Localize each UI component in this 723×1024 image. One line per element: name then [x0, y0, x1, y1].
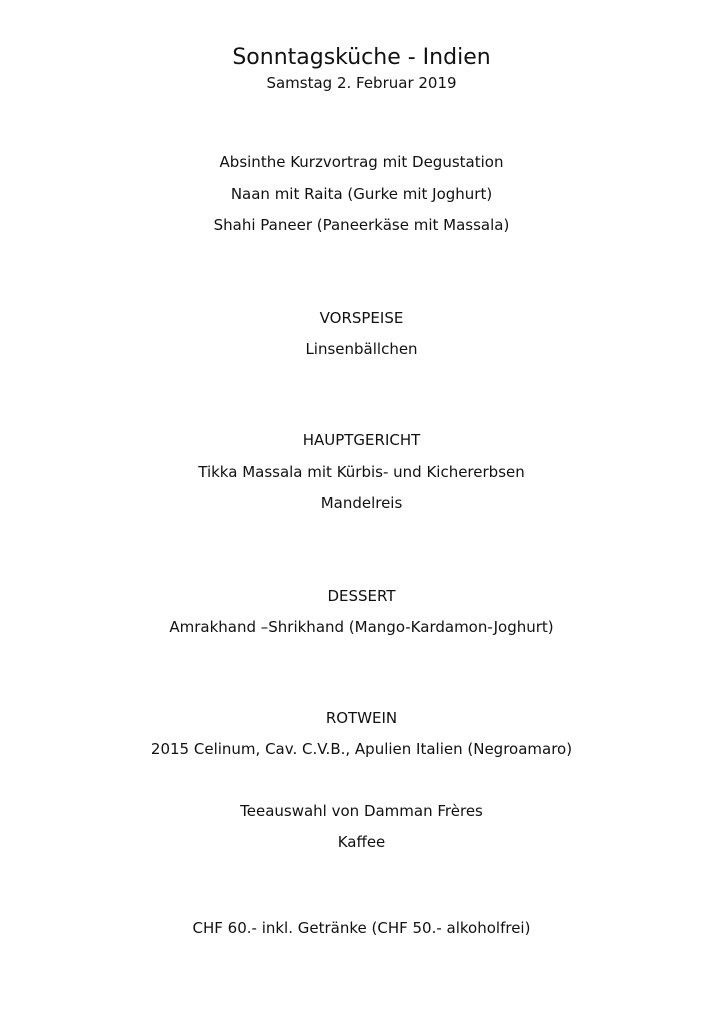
rotwein-item-1: 2015 Celinum, Cav. C.V.B., Apulien Italien (Negroamaro): [150, 740, 573, 758]
hauptgericht-item-1: Tikka Massala mit Kürbis- und Kichererbsen: [198, 463, 525, 481]
price-note: CHF 60.- inkl. Getränke (CHF 50.- alkoholfrei): [192, 919, 531, 937]
vorspeise-item-1: Linsenbällchen: [305, 340, 418, 358]
getraenke-item-2: Kaffee: [337, 833, 386, 851]
rotwein-heading: ROTWEIN: [325, 709, 398, 727]
dessert-item-1: Amrakhand –Shrikhand (Mango-Kardamon-Joghurt): [169, 618, 554, 636]
page-title: Sonntagsküche - Indien: [232, 45, 491, 70]
aperitif-item-3: Shahi Paneer (Paneerkäse mit Massala): [213, 216, 510, 234]
hauptgericht-item-2: Mandelreis: [320, 494, 403, 512]
hauptgericht-heading: HAUPTGERICHT: [302, 431, 421, 449]
event-date: Samstag 2. Februar 2019: [266, 74, 457, 92]
aperitif-item-1: Absinthe Kurzvortrag mit Degustation: [219, 153, 504, 171]
dessert-heading: DESSERT: [327, 587, 396, 605]
vorspeise-heading: VORSPEISE: [319, 309, 404, 327]
aperitif-item-2: Naan mit Raita (Gurke mit Joghurt): [230, 185, 493, 203]
getraenke-item-1: Teeauswahl von Damman Frères: [240, 802, 483, 820]
